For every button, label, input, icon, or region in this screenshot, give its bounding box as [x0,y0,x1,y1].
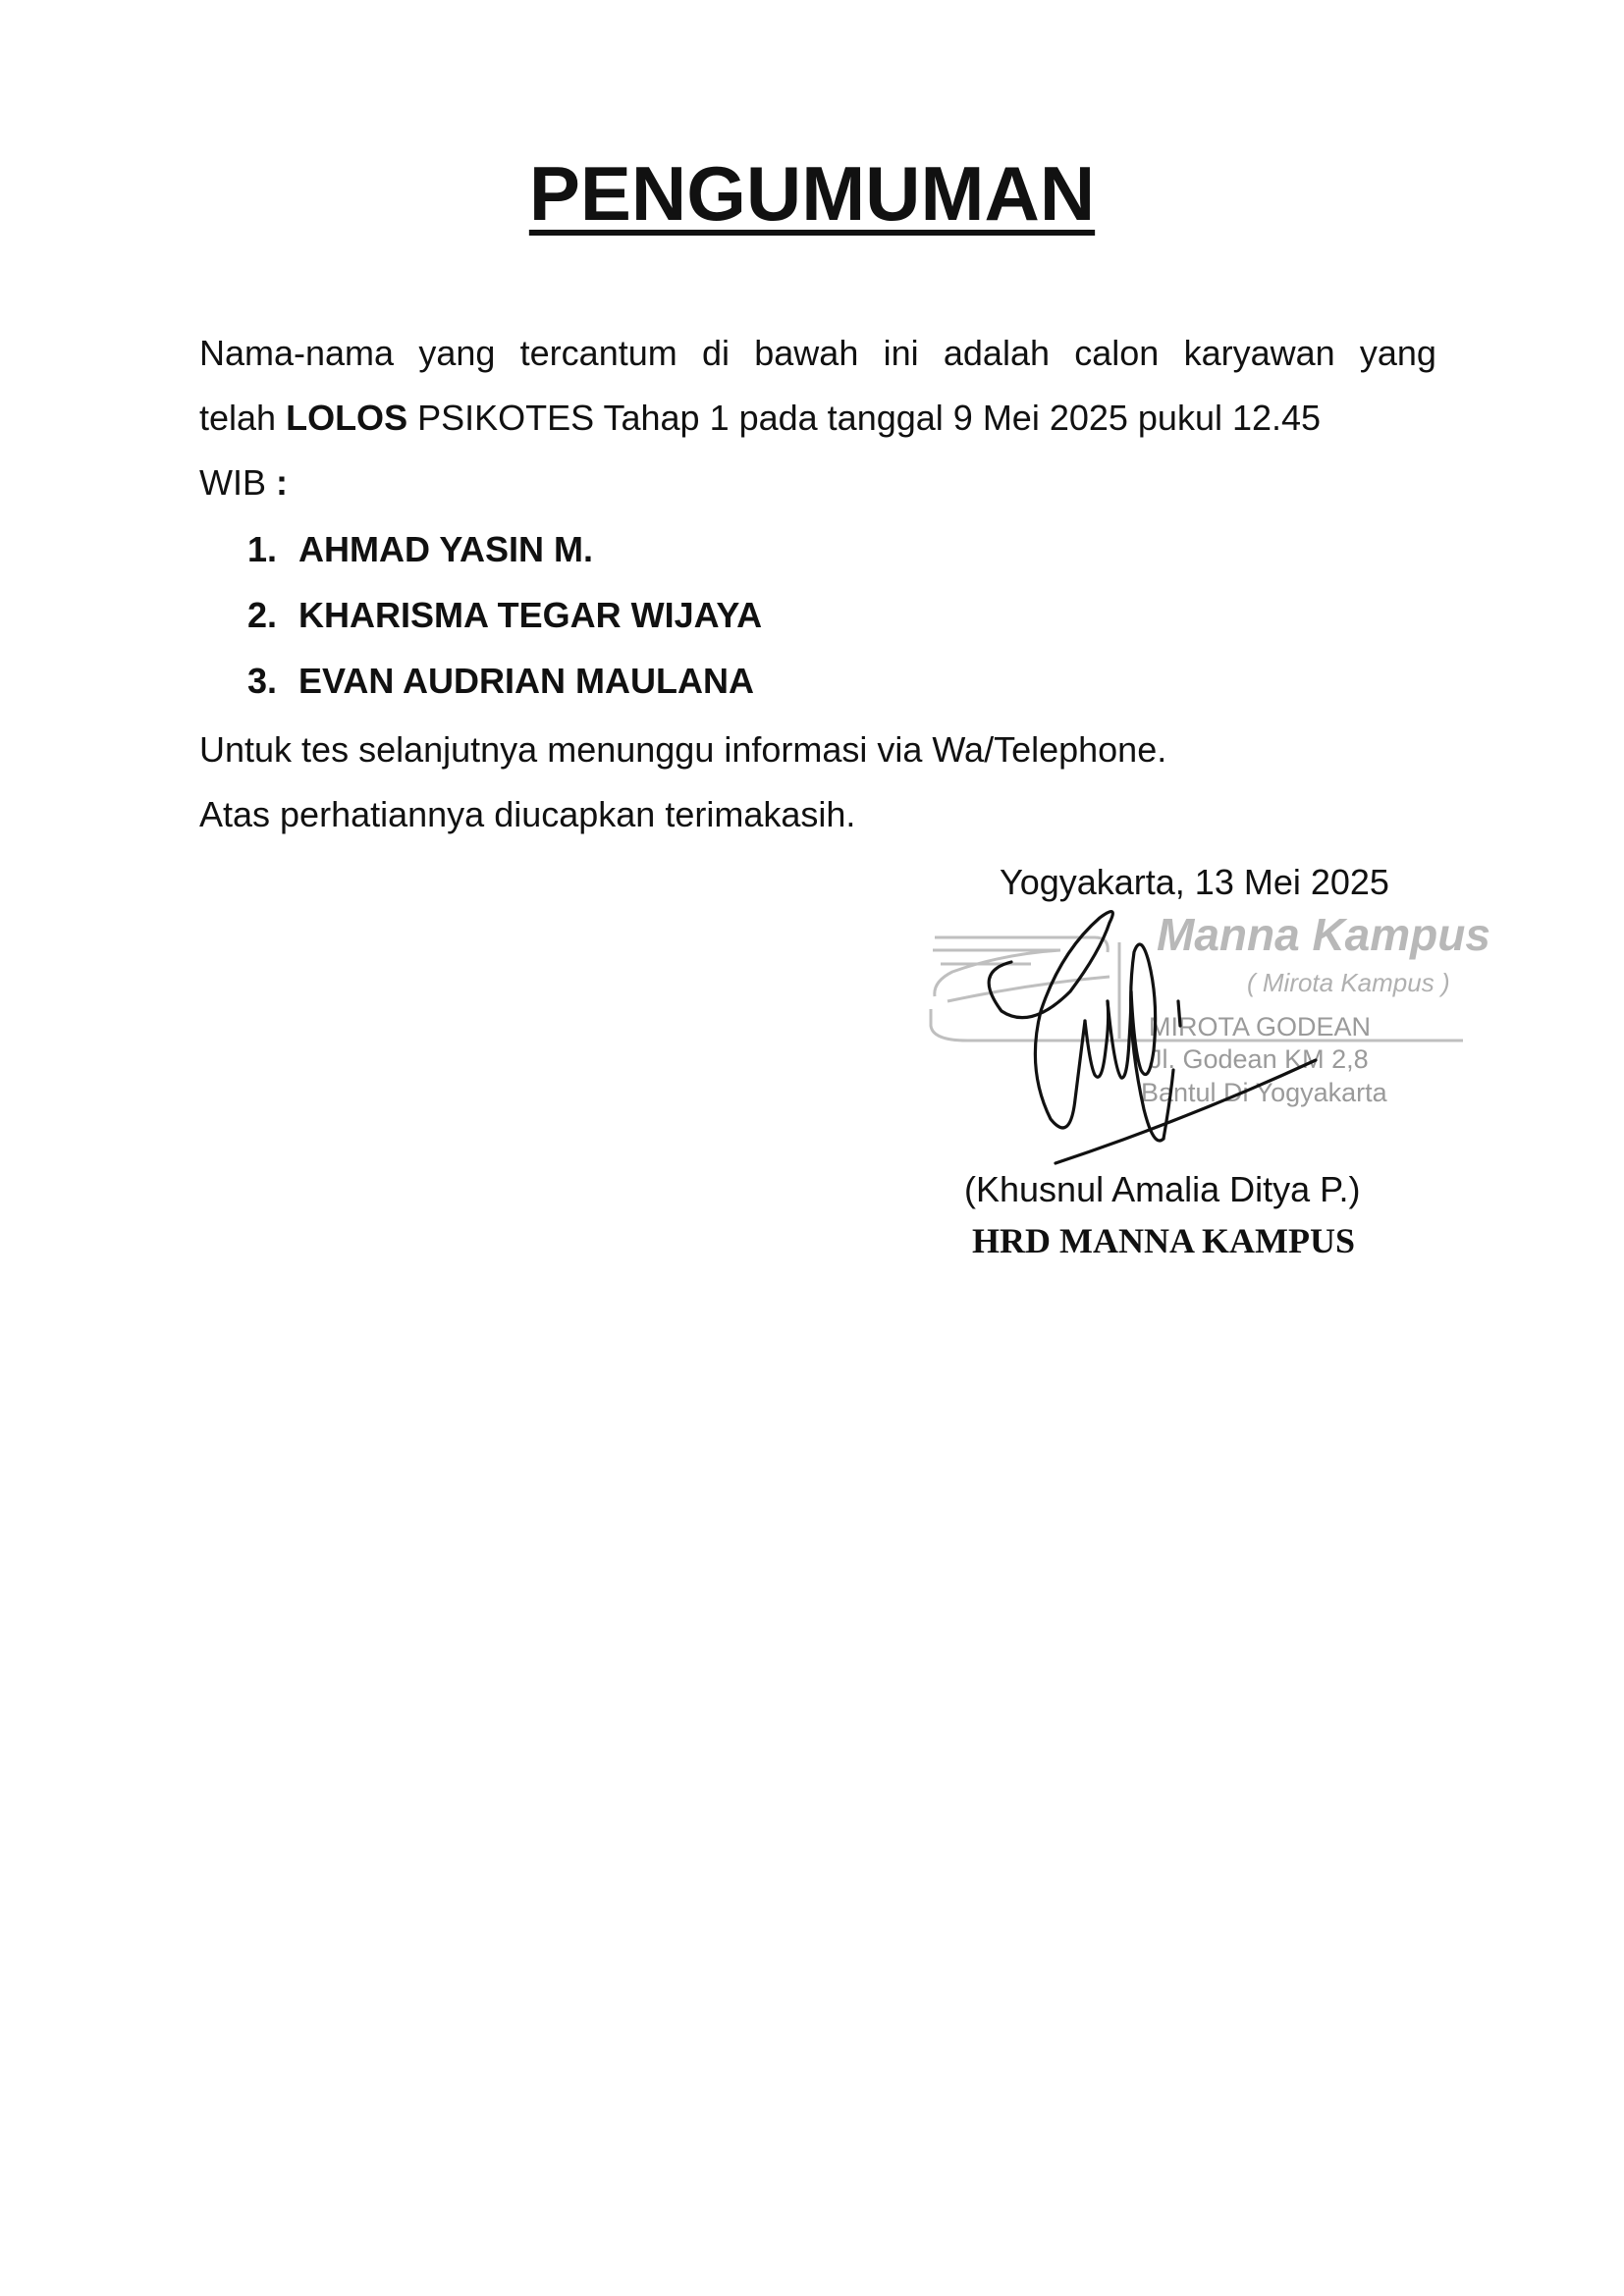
intro-line-2-suffix: PSIKOTES Tahap 1 pada tanggal 9 Mei 2025 pukul 12.45 [407,398,1322,438]
list-item-number: 2. [247,595,278,635]
intro-word: ini [883,333,919,373]
intro-word: yang [418,333,496,373]
lolos-emphasis: LOLOS [286,398,408,438]
page-title [0,149,1624,238]
intro-paragraph [199,332,1436,526]
intro-line-2-prefix: telah [199,398,287,438]
stamp-sub-brand: ( Mirota Kampus ) [1247,968,1450,997]
place-date: Yogyakarta, 13 Mei 2025 [1000,862,1389,902]
candidate-list [247,528,762,725]
signer-role: HRD MANNA KAMPUS [972,1221,1355,1260]
intro-word: tercantum [519,333,677,373]
closing-line-1: Untuk tes selanjutnya menunggu informasi via Wa/Telephone. [199,729,1167,770]
stamp-line-2: Jl. Godean KM 2,8 [1149,1044,1369,1074]
intro-word: bawah [754,333,859,373]
title-text: PENGUMUMAN [528,150,1096,237]
list-item [247,660,762,725]
list-item-number: 1. [247,529,278,569]
handwritten-signature [913,903,1522,1178]
intro-word: karyawan [1183,333,1335,373]
list-item [247,528,762,594]
candidate-name: AHMAD YASIN M. [298,529,594,569]
intro-line-3 [199,461,1436,526]
intro-word: Nama-nama [199,333,395,373]
intro-line-2 [199,397,1436,461]
stamp-brand: Manna Kampus [1157,909,1490,960]
candidate-name: KHARISMA TEGAR WIJAYA [298,595,763,635]
intro-word: yang [1359,333,1436,373]
list-item [247,594,762,660]
intro-line-1 [199,332,1436,397]
intro-colon: : [276,462,288,503]
signature-block [913,903,1522,1158]
stamp-line-3: Bantul Di Yogyakarta [1141,1078,1387,1107]
intro-word: di [701,333,731,373]
signer-name: (Khusnul Amalia Ditya P.) [964,1169,1361,1209]
closing-line-2: Atas perhatiannya diucapkan terimakasih. [199,794,856,834]
intro-word: adalah [943,333,1050,373]
intro-word: calon [1074,333,1160,373]
stamp-line-1: MIROTA GODEAN [1149,1012,1372,1041]
candidate-name: EVAN AUDRIAN MAULANA [298,661,754,701]
list-item-number: 3. [247,661,278,701]
intro-line-3-text: WIB [199,462,276,503]
